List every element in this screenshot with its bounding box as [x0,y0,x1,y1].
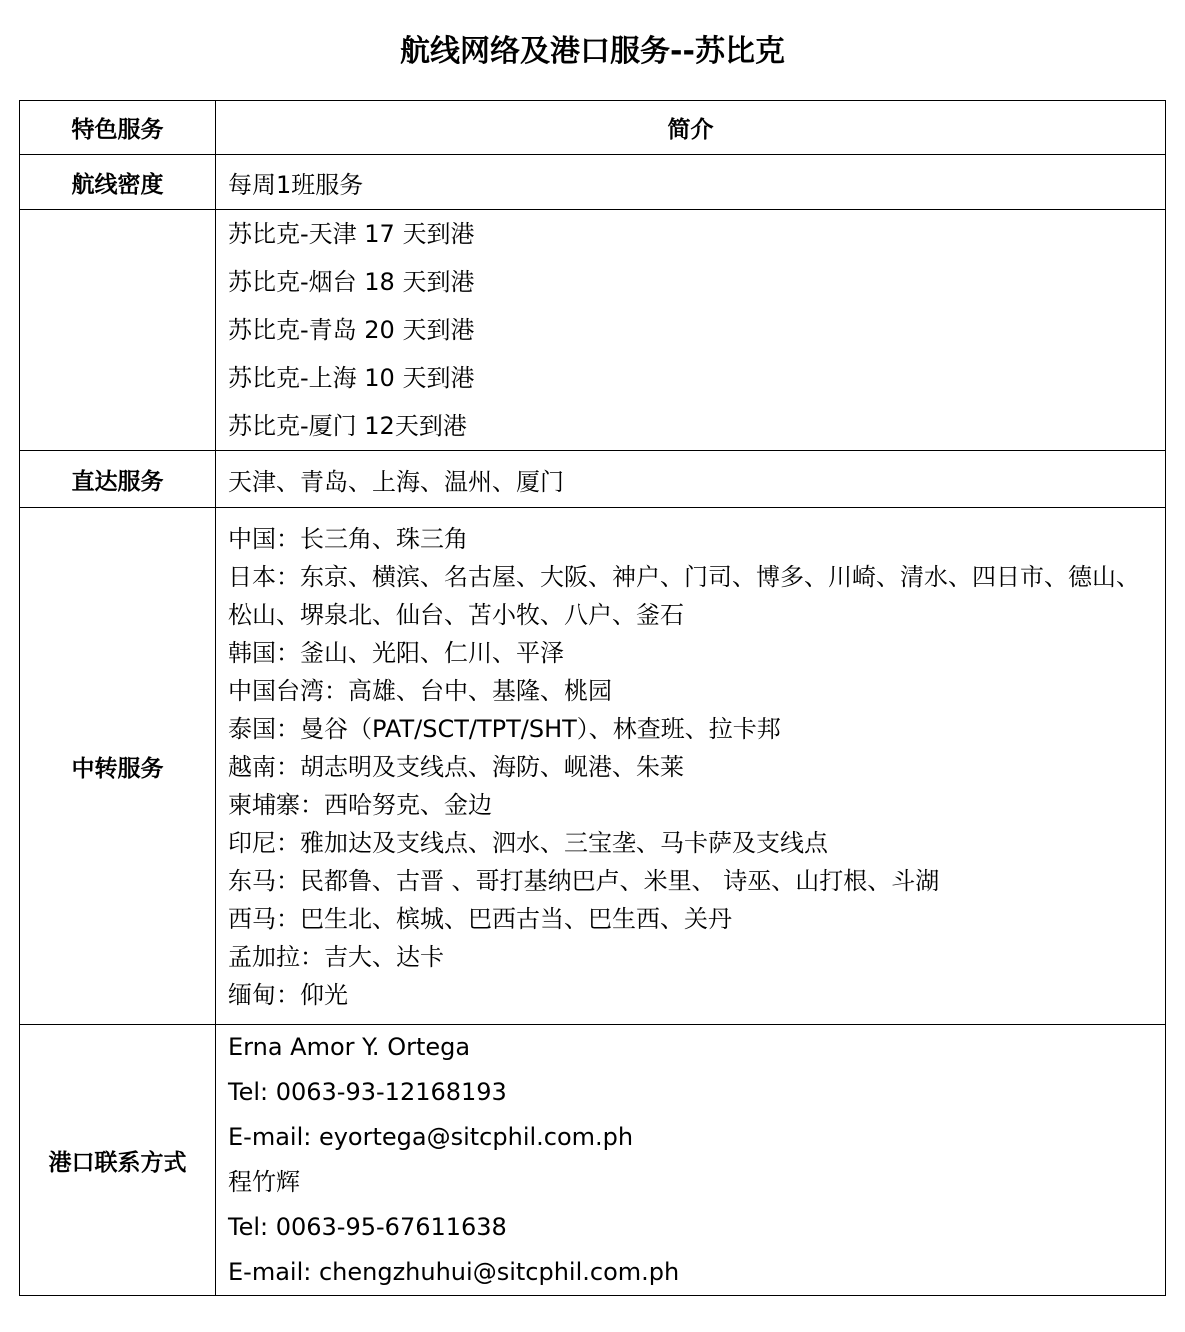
table-row-direct [20,451,1166,508]
table-row-contact [20,1025,1166,1296]
transfer-item: 印尼：雅加达及支线点、泗水、三宝垄、马卡萨及支线点 [228,829,828,857]
route-item: 苏比克-烟台 18 天到港 [228,268,475,296]
service-table [19,100,1166,1296]
transfer-item: 柬埔寨：西哈努克、金边 [228,791,492,819]
contact-name: 程竹辉 [228,1168,300,1196]
transfer-item: 韩国：釜山、光阳、仁川、平泽 [228,639,564,667]
table-row-routes [20,210,1166,451]
transfer-item: 日本：东京、横滨、名古屋、大阪、神户、门司、博多、川崎、清水、四日市、德山、松山、堺泉北、仙台、苫小牧、八户、釜石 [228,563,1140,629]
transfer-item: 中国台湾：高雄、台中、基隆、桃园 [228,677,612,705]
contact-phone: Tel: 0063-95-67611638 [228,1213,507,1241]
contact-email[interactable]: E-mail: eyortega@sitcphil.com.ph [228,1123,634,1151]
transfer-item: 越南：胡志明及支线点、海防、岘港、朱莱 [228,753,684,781]
transfer-cell [216,508,1166,1025]
contact-name: Erna Amor Y. Ortega [228,1033,471,1061]
route-item: 苏比克-天津 17 天到港 [228,220,475,248]
frequency-value: 每周1班服务 [216,155,1166,210]
transfer-item: 孟加拉：吉大、达卡 [228,943,444,971]
table-header-row [20,101,1166,155]
transfer-item: 泰国：曼谷（PAT/SCT/TPT/SHT）、林查班、拉卡邦 [228,715,781,743]
transfer-item: 缅甸：仰光 [228,981,348,1009]
direct-value: 天津、青岛、上海、温州、厦门 [216,451,1166,508]
transfer-label: 中转服务 [20,508,216,1025]
direct-label: 直达服务 [20,451,216,508]
table-row-frequency [20,155,1166,210]
contact-label: 港口联系方式 [20,1025,216,1296]
table-row-transfer [20,508,1166,1025]
transfer-item: 东马：民都鲁、古晋 、哥打基纳巴卢、米里、 诗巫、山打根、斗湖 [228,867,940,895]
transfer-item: 中国：长三角、珠三角 [228,525,468,553]
transfer-item: 西马：巴生北、槟城、巴西古当、巴生西、关丹 [228,905,732,933]
header-feature-service: 特色服务 [20,101,216,155]
routes-label [20,210,216,451]
page-title: 航线网络及港口服务--苏比克 [400,34,785,69]
transfer-list [228,508,1165,1024]
contact-cell [216,1025,1166,1296]
contact-phone: Tel: 0063-93-12168193 [228,1078,507,1106]
contact-list [228,1025,1165,1295]
contact-email[interactable]: E-mail: chengzhuhui@sitcphil.com.ph [228,1258,680,1286]
header-introduction: 简介 [216,101,1166,155]
frequency-label: 航线密度 [20,155,216,210]
route-item: 苏比克-青岛 20 天到港 [228,316,475,344]
route-item: 苏比克-厦门 12天到港 [228,412,467,440]
route-item: 苏比克-上海 10 天到港 [228,364,475,392]
routes-cell [216,210,1166,451]
